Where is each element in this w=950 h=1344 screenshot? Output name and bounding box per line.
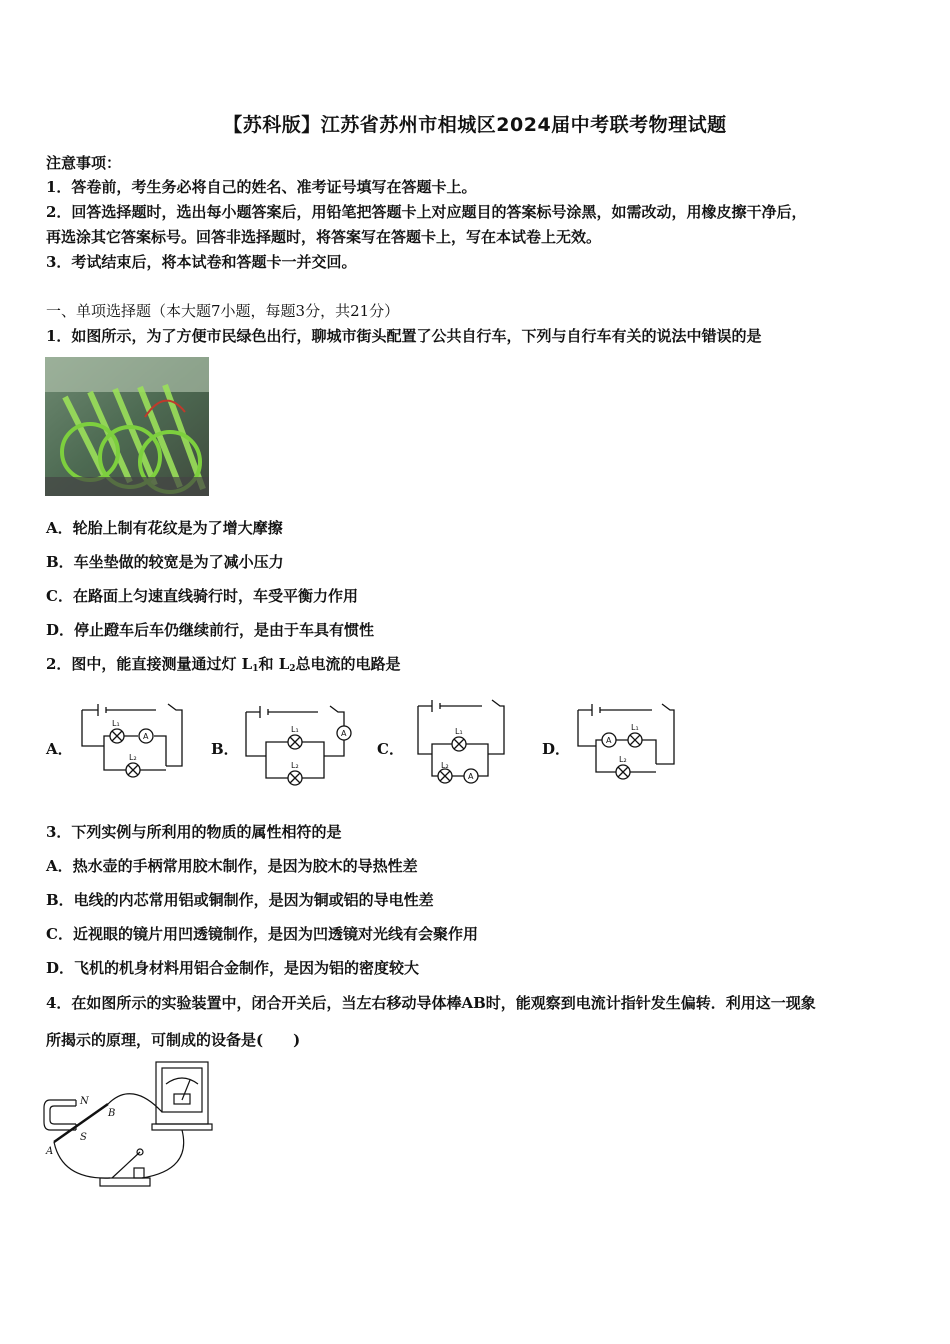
circuit-a-diagram [76, 698, 188, 790]
option: C．近视眼的镜片用凹透镜制作，是因为凹透镜对光线有会聚作用 [46, 925, 478, 943]
option: D．飞机的机身材料用铝合金制作，是因为铝的密度较大 [46, 959, 420, 977]
subscript: 2 [289, 664, 296, 674]
stem-part: 和 L [258, 655, 290, 673]
section-heading: 一、单项选择题（本大题7小题，每题3分，共21分） [46, 302, 400, 320]
option: B．电线的内芯常用铝或铜制作，是因为铜或铝的导电性差 [46, 891, 434, 909]
question-4-stem: 所揭示的原理，可制成的设备是( ) [46, 1031, 301, 1049]
stem-part: 2．图中，能直接测量通过灯 L [46, 655, 253, 673]
rod-end-label: B [108, 1108, 116, 1119]
ammeter-label: A [143, 732, 149, 741]
lamp-label: L₁ [291, 725, 299, 734]
lamp-label: L₁ [631, 723, 639, 732]
rod-end-label: A [46, 1146, 54, 1157]
notice-item: 再选涂其它答案标号。回答非选择题时，将答案写在答题卡上，写在本试卷上无效。 [46, 228, 602, 246]
option: A．轮胎上制有花纹是为了增大摩擦 [46, 519, 283, 537]
circuit-option-label: D． [542, 740, 571, 758]
circuit-b-diagram [238, 698, 356, 790]
circuit-option-label: B． [211, 740, 239, 758]
lamp-label: L₂ [619, 755, 627, 764]
circuit-d-diagram [574, 698, 680, 790]
question-2-stem [46, 654, 401, 679]
circuit-option-label: A． [46, 740, 73, 758]
notice-item: 2．回答选择题时，选出每小题答案后，用铅笔把答题卡上对应题目的答案标号涂黑，如需改动，用橡皮擦干净后， [46, 203, 807, 221]
question-1-stem: 1．如图所示，为了方便市民绿色出行，聊城市街头配置了公共自行车，下列与自行车有关的说法中错误的是 [46, 327, 762, 345]
bicycle-photo [45, 357, 209, 496]
page-title: 【苏科版】江苏省苏州市相城区2024届中考联考物理试题 [223, 114, 727, 136]
stem-part: 总电流的电路是 [295, 655, 401, 673]
option: B．车坐垫做的较宽是为了减小压力 [46, 553, 284, 571]
lamp-label: L₁ [112, 719, 120, 728]
option: A．热水壶的手柄常用胶木制作，是因为胶木的导热性差 [46, 857, 418, 875]
circuit-c-diagram [412, 698, 510, 790]
lamp-label: L₂ [129, 753, 137, 762]
ammeter-label: A [468, 772, 474, 781]
lamp-label: L₂ [291, 761, 299, 770]
magnet-pole-label: N [80, 1096, 89, 1107]
lamp-label: L₁ [455, 727, 463, 736]
magnet-pole-label: S [80, 1132, 87, 1143]
induction-apparatus-diagram [42, 1060, 214, 1192]
option: C．在路面上匀速直线骑行时，车受平衡力作用 [46, 587, 358, 605]
lamp-label: L₂ [441, 761, 449, 770]
option: D．停止蹬车后车仍继续前行，是由于车具有惯性 [46, 621, 375, 639]
notice-heading: 注意事项： [46, 154, 122, 172]
question-4-stem: 4．在如图所示的实验装置中，闭合开关后，当左右移动导体棒AB时，能观察到电流计指针发生偏转．利用这一现象 [46, 994, 816, 1012]
notice-item: 3．考试结束后，将本试卷和答题卡一并交回。 [46, 253, 357, 271]
ammeter-label: A [606, 736, 612, 745]
subscript: 1 [252, 664, 259, 674]
bicycle-image [45, 357, 209, 496]
notice-item: 1．答卷前，考生务必将自己的姓名、准考证号填写在答题卡上。 [46, 178, 477, 196]
question-3-stem: 3．下列实例与所利用的物质的属性相符的是 [46, 823, 342, 841]
ammeter-label: A [341, 729, 347, 738]
circuit-option-label: C． [377, 740, 404, 758]
